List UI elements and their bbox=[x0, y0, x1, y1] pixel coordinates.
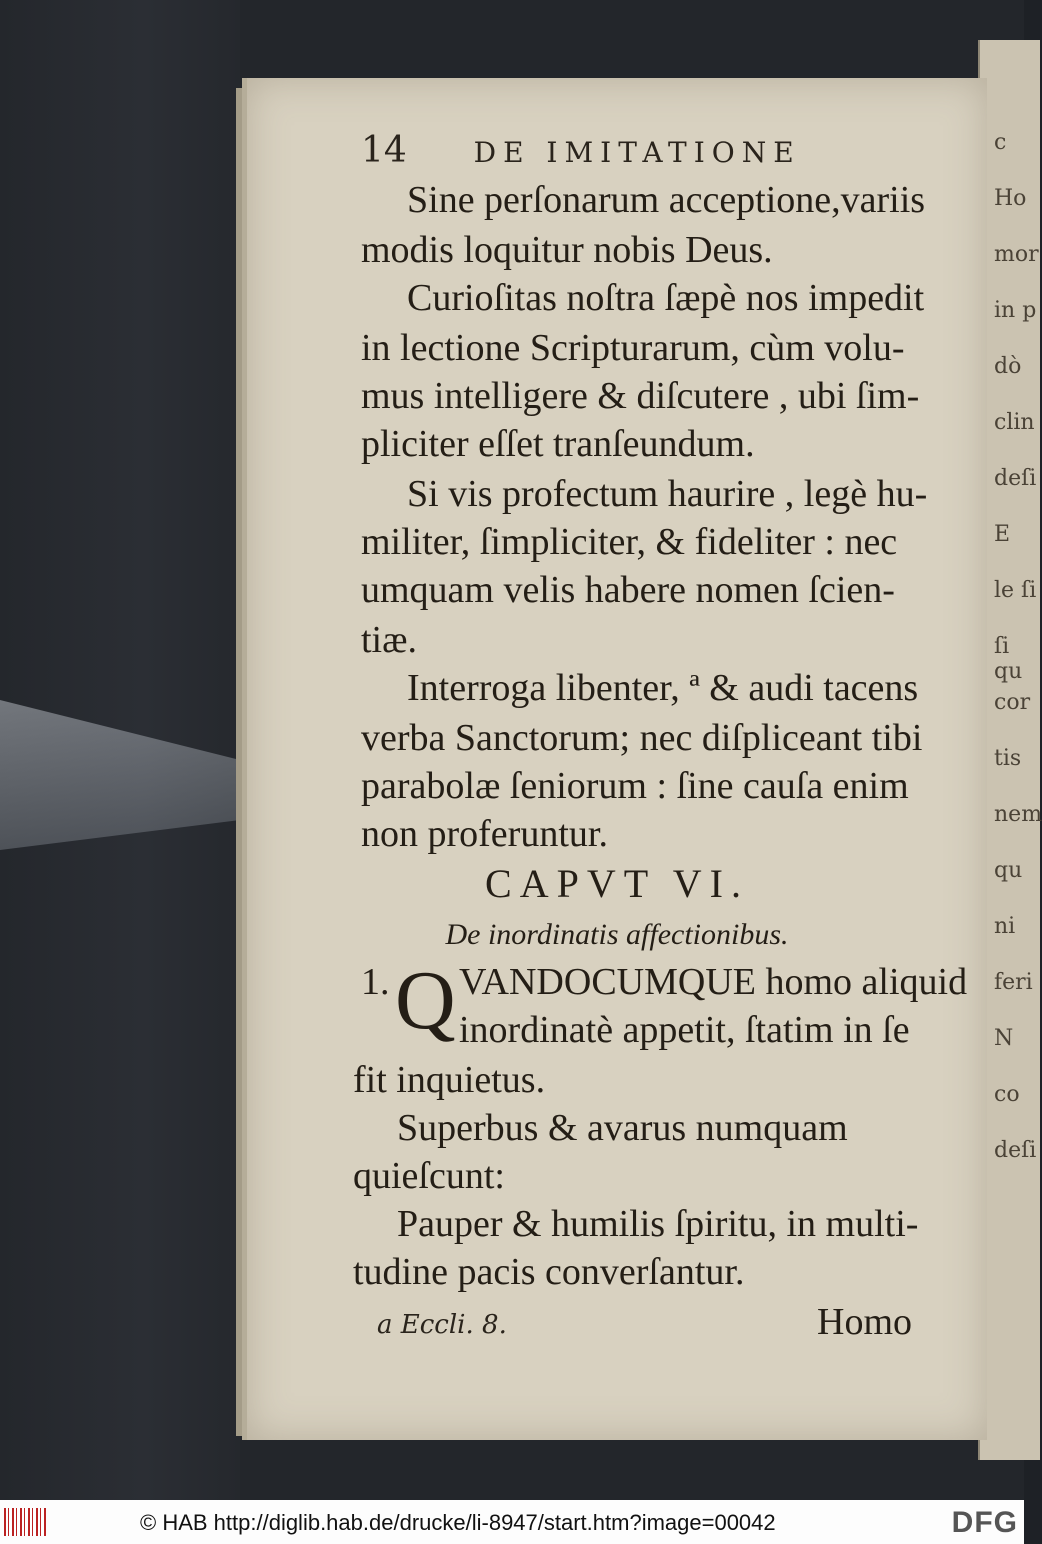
facing-page-fragment: ſi qu bbox=[994, 634, 1023, 684]
facing-page-fragment: in p bbox=[994, 298, 1037, 323]
facing-page-fragment: E bbox=[994, 522, 1011, 547]
facing-page-fragment: clin bbox=[994, 410, 1035, 435]
facing-page-fragment: ni bbox=[994, 914, 1016, 939]
text-line: fit inquietus. bbox=[353, 1059, 546, 1101]
text-line: pliciter eſſet tranſeundum. bbox=[361, 423, 755, 465]
text-line: Superbus & avarus numquam bbox=[397, 1107, 848, 1149]
facing-page-fragment: deſi bbox=[994, 466, 1037, 491]
facing-page bbox=[978, 40, 1040, 1460]
facing-page-fragment: deſi bbox=[994, 1138, 1037, 1163]
facing-page-fragment: Ho bbox=[994, 186, 1027, 211]
dfg-logo: DFG bbox=[951, 1506, 1018, 1539]
chapter-subtitle: De inordinatis affectionibus. bbox=[445, 918, 789, 951]
page-number: 14 bbox=[361, 130, 407, 171]
credit-link[interactable]: © HAB http://diglib.hab.de/drucke/li-8947/start.htm?image=00042 bbox=[140, 1510, 776, 1535]
facing-page-fragment: dò bbox=[994, 354, 1022, 379]
text-line: mus intelligere & diſcutere , ubi ſim- bbox=[361, 375, 920, 417]
text-line: parabolæ ſeniorum : ſine cauſa enim bbox=[361, 765, 909, 807]
facing-page-fragment: co bbox=[994, 1082, 1020, 1107]
facing-page-fragment: nem bbox=[994, 802, 1042, 827]
barcode-icon bbox=[4, 1508, 46, 1536]
drop-cap: Q bbox=[395, 954, 456, 1047]
text-line: Curioſitas noſtra ſæpè nos impedit bbox=[407, 277, 925, 319]
text-line: Si vis profectum haurire , legè hu- bbox=[407, 473, 928, 515]
text-line: VANDOCUMQUE homo aliquid bbox=[459, 961, 968, 1003]
facing-page-fragment: c bbox=[994, 130, 1007, 155]
text-line: Interroga libenter, ª & audi tacens bbox=[407, 667, 919, 709]
footer-bar bbox=[0, 1500, 1024, 1544]
footnote: a Eccli. 8. bbox=[377, 1310, 507, 1340]
running-title: DE IMITATIONE bbox=[473, 136, 801, 169]
facing-page-fragment: le ſi bbox=[994, 578, 1037, 603]
text-line: inordinatè appetit, ſtatim in ſe bbox=[459, 1009, 910, 1051]
text-line: non proferuntur. bbox=[361, 813, 608, 855]
text-line: militer, ſimpliciter, & fideliter : nec bbox=[361, 521, 898, 563]
text-line: in lectione Scripturarum, cùm volu- bbox=[361, 327, 905, 369]
running-header bbox=[361, 130, 801, 171]
text-line: tudine pacis converſantur. bbox=[353, 1251, 745, 1293]
chapter-title: CAPVT VI. bbox=[485, 861, 749, 906]
book-page bbox=[242, 78, 987, 1440]
facing-page-fragment: tis bbox=[994, 746, 1022, 771]
facing-page-fragment: feri bbox=[994, 970, 1033, 995]
paragraph-number: 1. bbox=[361, 961, 390, 1003]
text-line: Sine perſonarum acceptione,variis bbox=[407, 179, 926, 221]
facing-page-fragment: cor bbox=[994, 690, 1031, 715]
catchword: Homo bbox=[817, 1301, 912, 1343]
text-line: verba Sanctorum; nec diſpliceant tibi bbox=[361, 717, 923, 759]
text-line: Pauper & humilis ſpiritu, in multi- bbox=[397, 1203, 919, 1245]
text-line: modis loquitur nobis Deus. bbox=[361, 229, 773, 271]
facing-page-fragment: mor bbox=[994, 242, 1039, 267]
facing-page-fragment: N bbox=[994, 1026, 1014, 1051]
text-line: tiæ. bbox=[361, 619, 417, 661]
text-line: quieſcunt: bbox=[353, 1155, 505, 1197]
text-line: umquam velis habere nomen ſcien- bbox=[361, 569, 895, 611]
facing-page-fragment: qu bbox=[994, 858, 1023, 883]
